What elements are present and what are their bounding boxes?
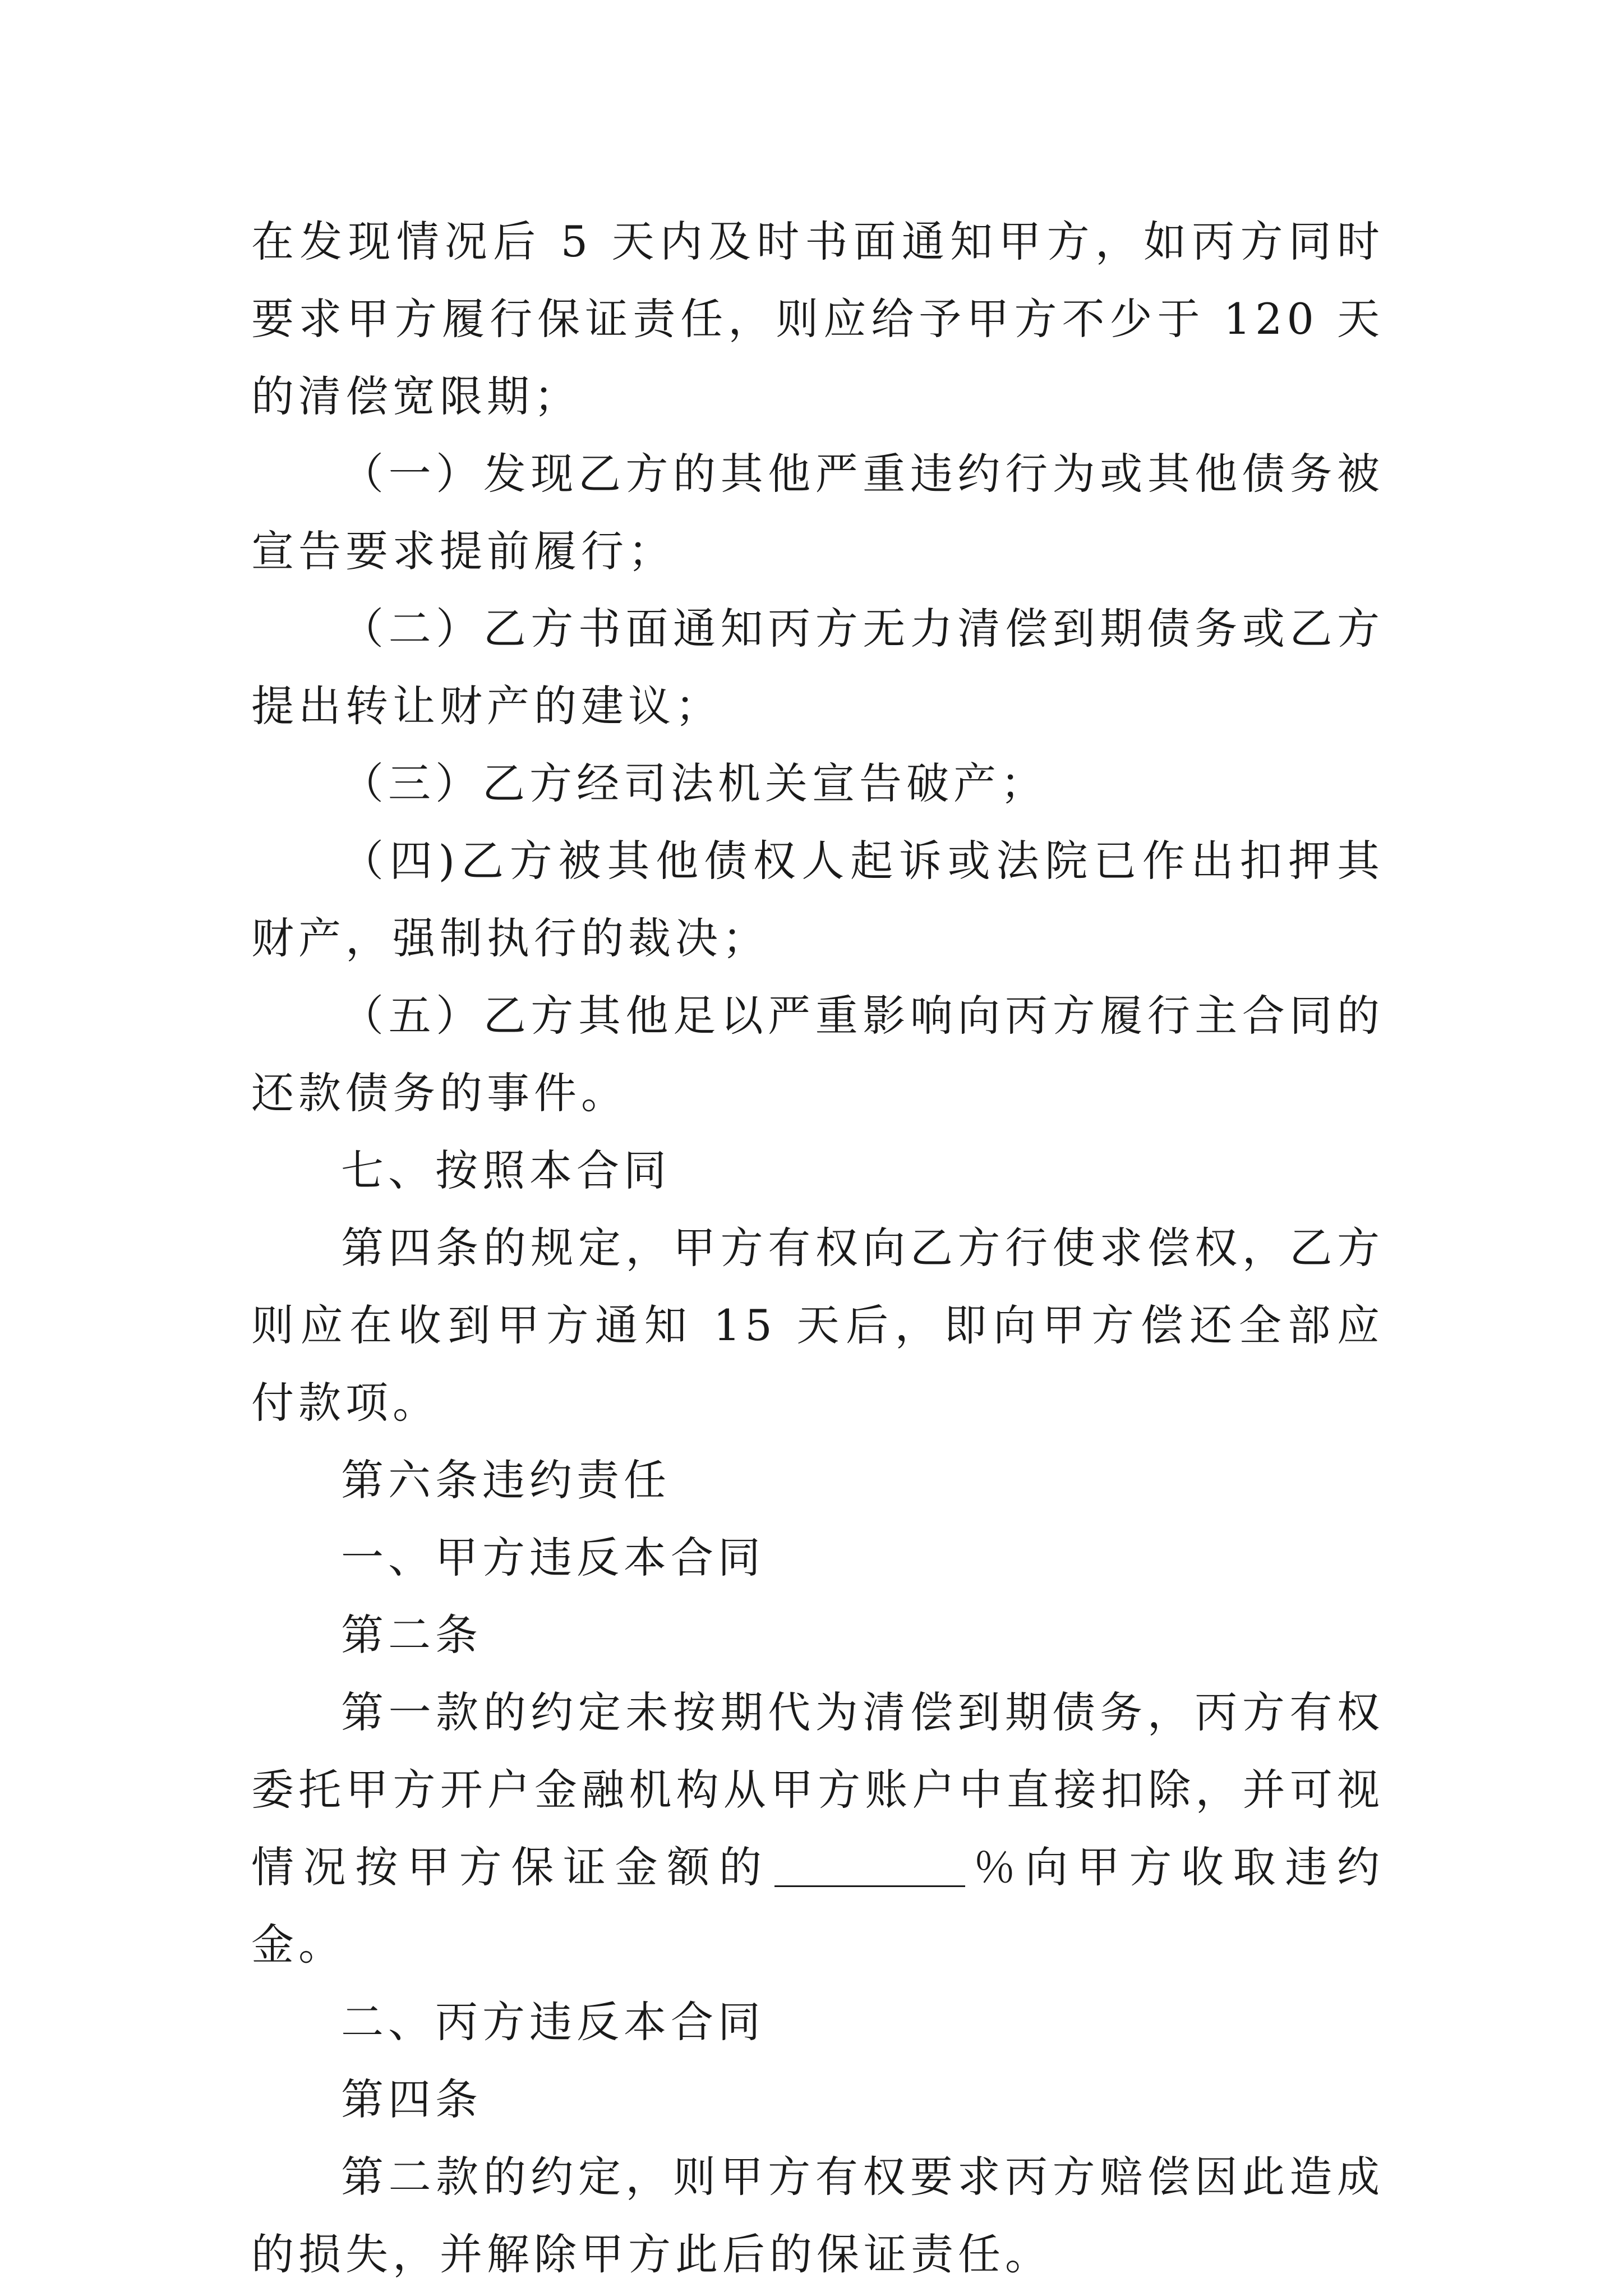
penalty-percentage-blank[interactable]	[774, 1843, 965, 1887]
penalty-text-before: 第一款的约定未按期代为清偿到期债务，丙方有权委托甲方开户金融机构从甲方账户中直接扣除，并可视情况按甲方保证金额的	[251, 1687, 1384, 1892]
article-heading-liability: 第六条违约责任	[341, 1455, 671, 1505]
section-heading-party-a-breach: 一、甲方违反本合同	[341, 1533, 765, 1582]
document-body	[251, 203, 1384, 2293]
paragraph-item-3: （三）乙方经司法机关宣告破产；	[341, 758, 1048, 808]
section-heading-party-c-breach: 二、丙方违反本合同	[341, 1997, 765, 2047]
paragraph-recourse-right: 第四条的规定，甲方有权向乙方行使求偿权，乙方则应在收到甲方通知 15 天后，即向甲方偿还全部应付款项。	[251, 1223, 1384, 1428]
paragraph-item-2: （二）乙方书面通知丙方无力清偿到期债务或乙方提出转让财产的建议；	[251, 604, 1384, 731]
paragraph-item-1: （一）发现乙方的其他严重违约行为或其他债务被宣告要求提前履行；	[251, 449, 1384, 576]
article-reference-two: 第二条	[341, 1610, 482, 1660]
paragraph-penalty-clause	[251, 1674, 1384, 1984]
article-reference-four: 第四条	[341, 2074, 482, 2124]
section-heading-seven: 七、按照本合同	[341, 1145, 671, 1195]
paragraph-notice-period: 在发现情况后 5 天内及时书面通知甲方，如丙方同时要求甲方履行保证责任，则应给予甲方不少于 120 天的清偿宽限期；	[251, 217, 1384, 421]
paragraph-compensation: 第二款的约定，则甲方有权要求丙方赔偿因此造成的损失，并解除甲方此后的保证责任。	[251, 2152, 1384, 2279]
penalty-text-after: ％向甲方收取违约金。	[251, 1842, 1385, 1970]
paragraph-item-4: （四)乙方被其他债权人起诉或法院已作出扣押其财产，强制执行的裁决；	[251, 836, 1384, 963]
paragraph-item-5: （五）乙方其他足以严重影响向丙方履行主合同的还款债务的事件。	[251, 991, 1384, 1118]
